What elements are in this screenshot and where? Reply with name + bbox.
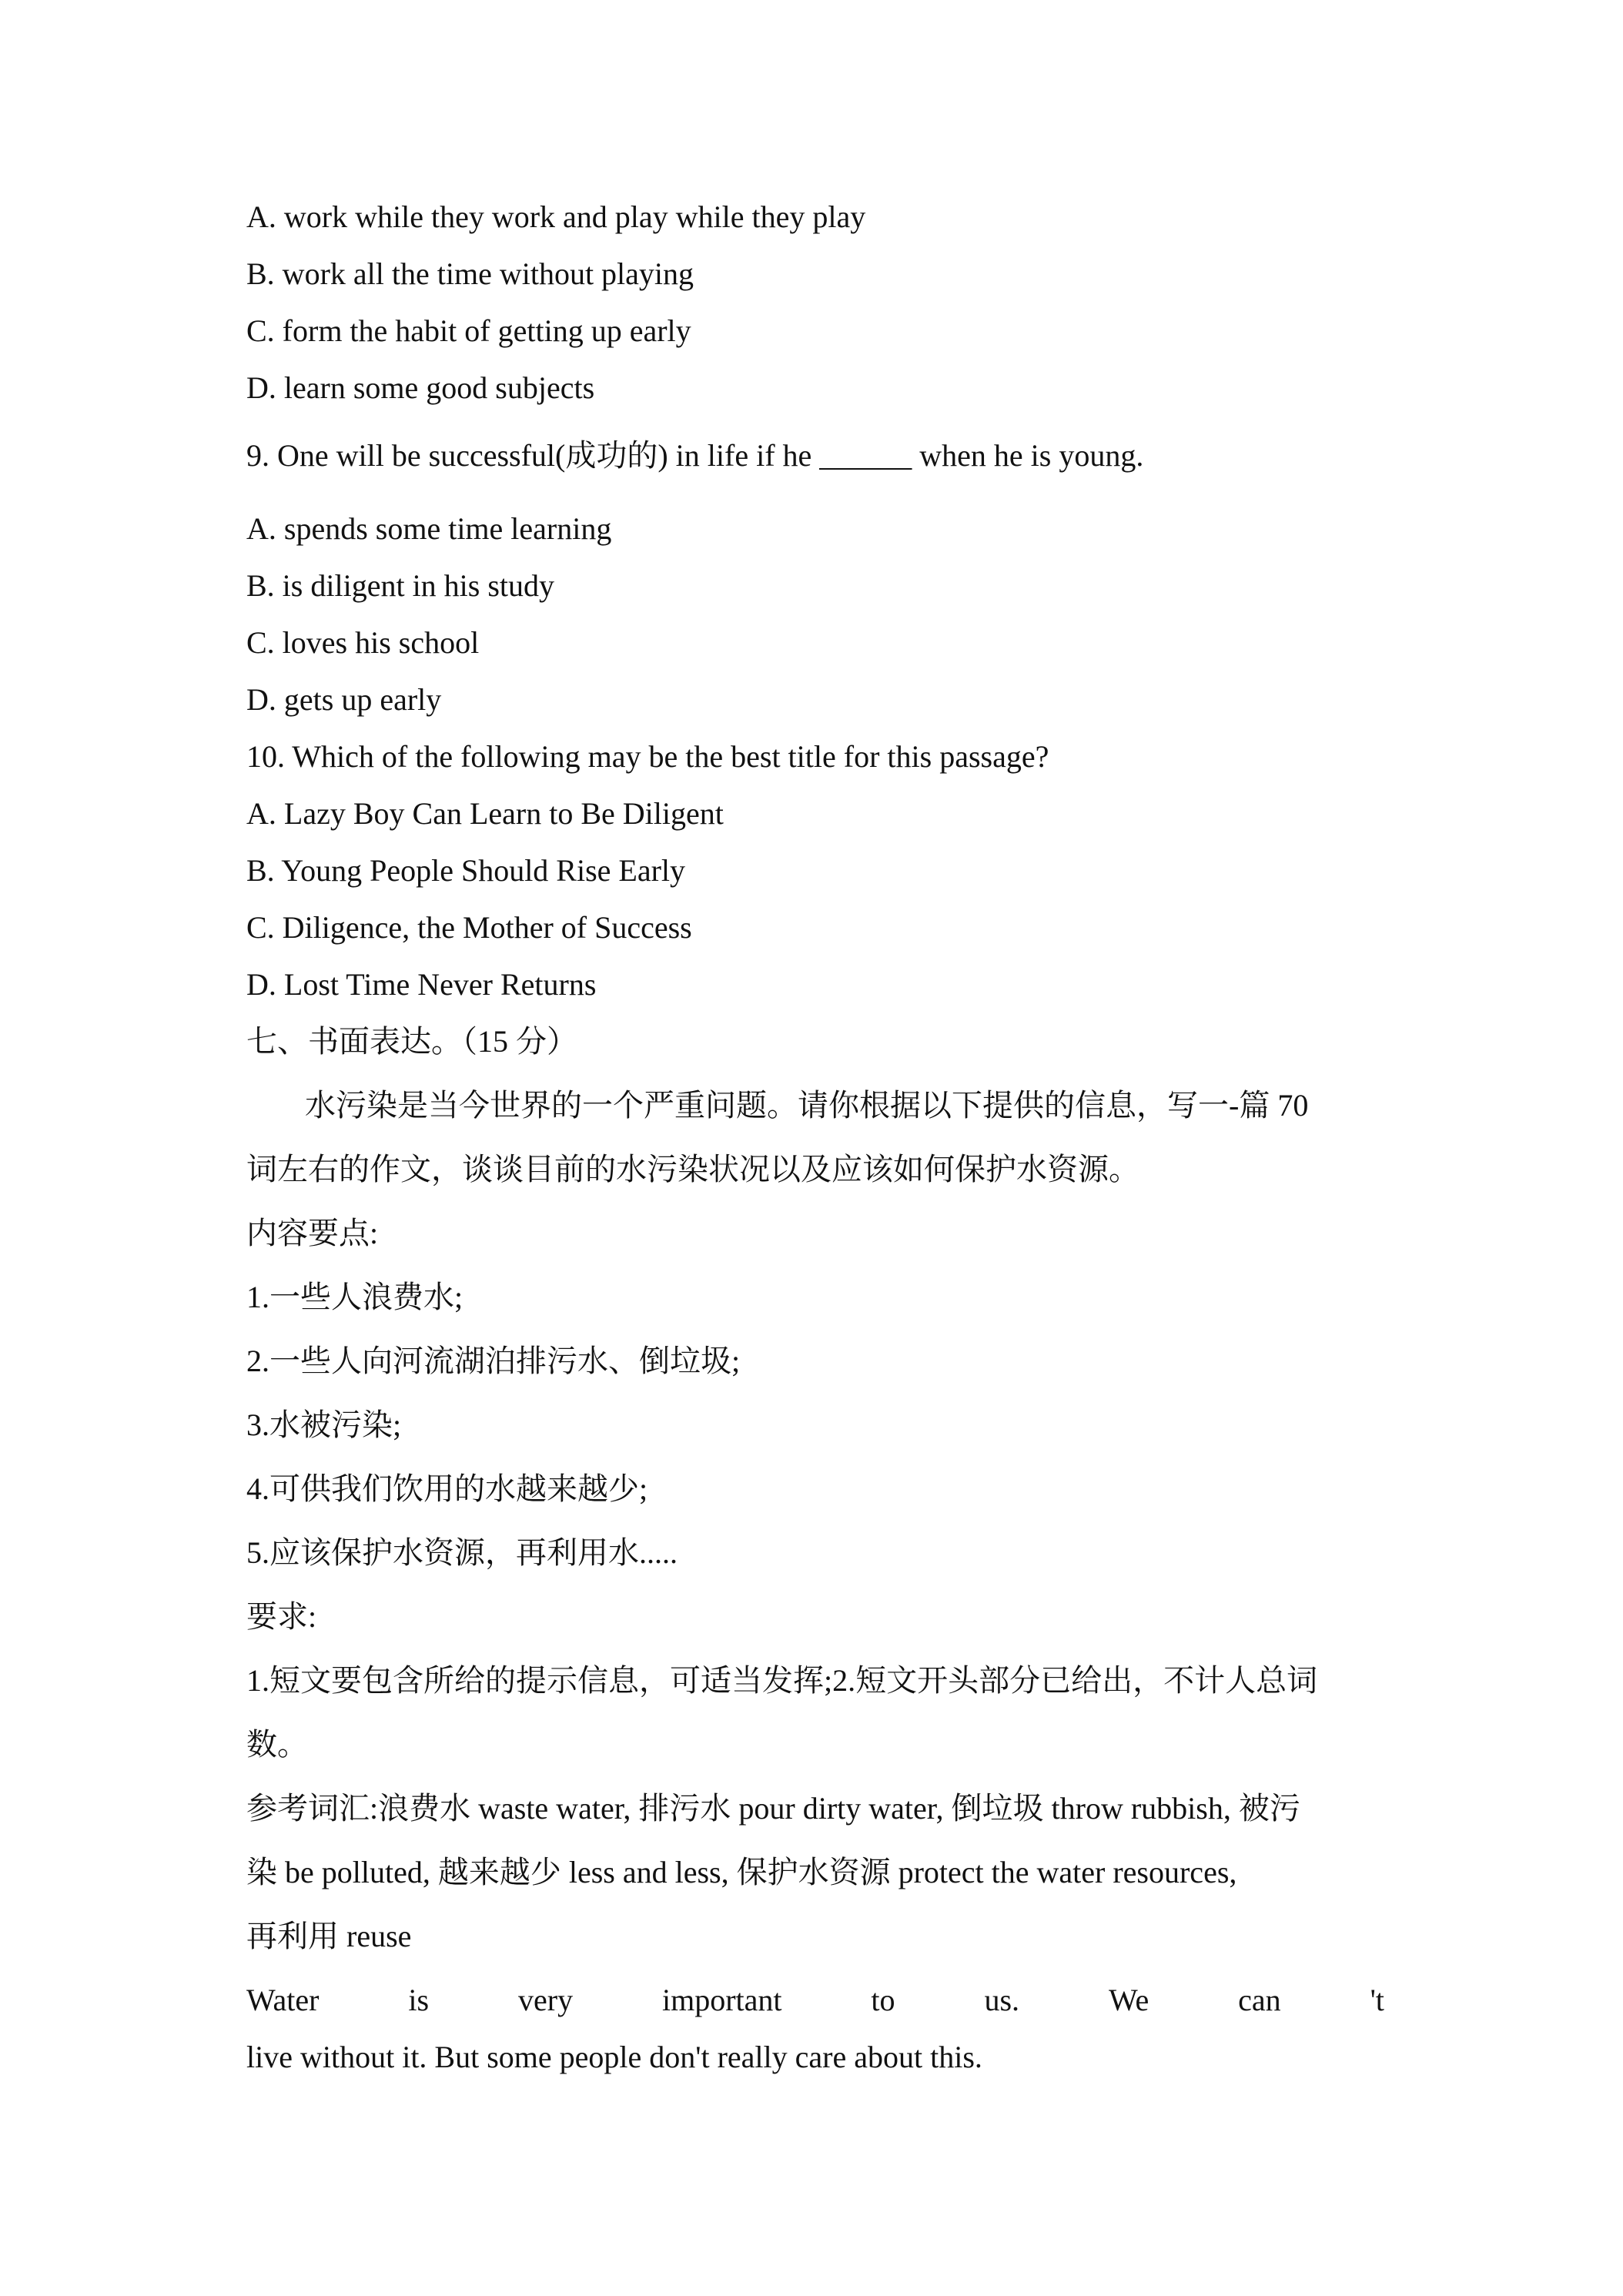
start-word: important — [661, 1983, 782, 2017]
q10-option-a: A. Lazy Boy Can Learn to Be Diligent — [246, 796, 724, 831]
writing-requirements-label: 要求: — [246, 1599, 317, 1634]
q9-stem-after: ) in life if he ______ when he is young. — [658, 438, 1144, 473]
q10-option-d: D. Lost Time Never Returns — [246, 967, 597, 1002]
writing-start-line2: live without it. But some people don't really care about this. — [246, 2040, 982, 2074]
writing-intro-line2: 词左右的作文，谈谈目前的水污染状况以及应该如何保护水资源。 — [246, 1152, 1139, 1186]
writing-requirements-line2: 数。 — [246, 1727, 308, 1762]
writing-vocab-line2: 染 be polluted, 越来越少 less and less, 保护水资源 protect the water resources, — [246, 1855, 1237, 1889]
writing-vocab-line3: 再利用 reuse — [246, 1919, 412, 1953]
q8-option-b: B. work all the time without playing — [246, 256, 694, 291]
writing-intro-line1: 水污染是当今世界的一个严重问题。请你根据以下提供的信息，写一-篇 70 — [305, 1088, 1309, 1123]
q9-stem-cjk: 成功的 — [565, 438, 658, 474]
q9-stem — [246, 438, 1144, 474]
q9-option-a: A. spends some time learning — [246, 511, 612, 546]
q10-option-c: C. Diligence, the Mother of Success — [246, 910, 692, 945]
start-word: can — [1238, 1983, 1281, 2017]
q9-option-c: C. loves his school — [246, 625, 480, 660]
start-word: Water — [246, 1983, 320, 2017]
start-word: We — [1108, 1983, 1149, 2017]
start-word: 't — [1370, 1983, 1384, 2017]
writing-vocab-line1: 参考词汇:浪费水 waste water, 排污水 pour dirty water, 倒垃圾 throw rubbish, 被污 — [246, 1791, 1300, 1826]
writing-point-2: 2.一些人向河流湖泊排污水、倒垃圾; — [246, 1344, 741, 1378]
q8-option-c: C. form the habit of getting up early — [246, 313, 691, 348]
q9-stem-before: 9. One will be successful( — [246, 438, 566, 473]
q9-option-b: B. is diligent in his study — [246, 568, 555, 603]
start-word: us. — [984, 1983, 1020, 2017]
writing-point-5: 5.应该保护水资源，再利用水..... — [246, 1535, 678, 1570]
q8-option-d: D. learn some good subjects — [246, 370, 595, 405]
start-word: to — [871, 1983, 895, 2017]
writing-requirements-line1: 1.短文要包含所给的提示信息，可适当发挥;2.短文开头部分已给出，不计人总词 — [246, 1663, 1318, 1698]
writing-point-4: 4.可供我们饮用的水越来越少; — [246, 1471, 648, 1506]
writing-point-3: 3.水被污染; — [246, 1407, 402, 1442]
writing-start-line1 — [246, 1985, 1384, 2016]
q10-stem: 10. Which of the following may be the best title for this passage? — [246, 739, 1049, 774]
q8-option-a: A. work while they work and play while they play — [246, 199, 866, 234]
q10-option-b: B. Young People Should Rise Early — [246, 853, 686, 888]
start-word: very — [518, 1983, 574, 2017]
writing-heading: 七、书面表达。（15 分） — [246, 1024, 577, 1059]
q9-option-d: D. gets up early — [246, 682, 442, 717]
start-word: is — [408, 1983, 430, 2017]
writing-points-label: 内容要点: — [246, 1216, 379, 1250]
writing-point-1: 1.一些人浪费水; — [246, 1280, 463, 1314]
